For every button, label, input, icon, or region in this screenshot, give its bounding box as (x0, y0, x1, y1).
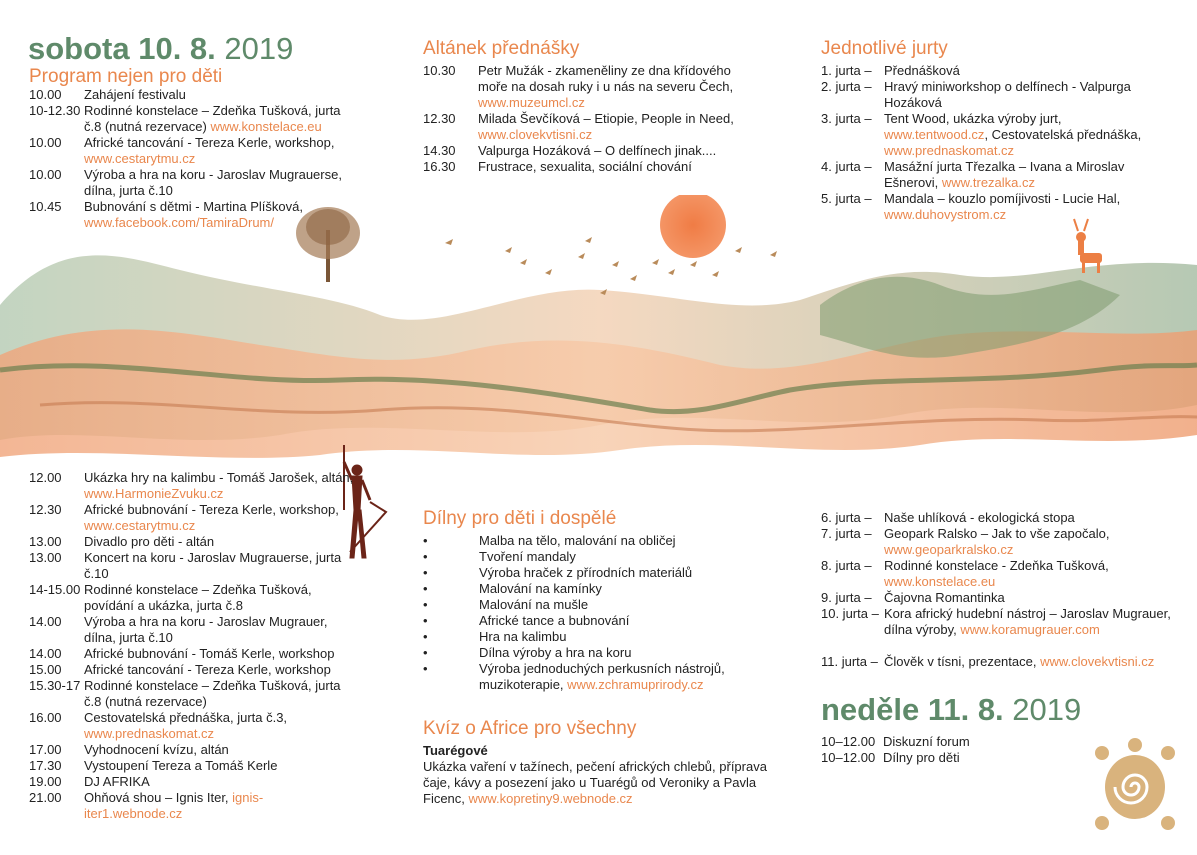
row-time: 9. jurta – (821, 590, 872, 605)
workshop-label: Malování na mušle (479, 597, 589, 612)
saturday-day: sobota 10. 8. (28, 31, 216, 66)
row-description (884, 558, 1171, 590)
row-link[interactable]: www.tentwood.cz (884, 127, 985, 142)
row-text: Člověk v tísni, prezentace, (884, 654, 1037, 669)
row-time: 2. jurta – (821, 79, 872, 94)
row-text: Mandala – kouzlo pomíjivosti - Lucie Hal, (884, 191, 1121, 206)
sunday-title (821, 693, 1081, 727)
row-time: 14.00 (29, 614, 62, 629)
row-link[interactable]: www.konstelace.eu (884, 574, 996, 589)
row-description (478, 111, 763, 143)
sunday-day: neděle 11. 8. (821, 692, 1004, 727)
workshop-label: Malba na tělo, malování na obličej (479, 533, 676, 548)
hills-mid (0, 329, 1197, 458)
landscape-illustration (0, 195, 1197, 475)
row-text: Rodinné konstelace – Zdeňka Tušková, jurta č.8 (nutná rezervace) (84, 103, 341, 134)
row-description (884, 654, 1171, 670)
row-time: 15.30-17 (29, 678, 81, 693)
birds-icon (445, 237, 777, 295)
row-time: 15.00 (29, 662, 62, 677)
row-description (84, 582, 359, 614)
row-time: 16.30 (423, 159, 456, 174)
row-text: Bubnování s dětmi - Martina Plíšková, (84, 199, 303, 214)
row-time: 14-15.00 (29, 582, 81, 597)
workshop-link[interactable]: www.zchramuprirody.cz (567, 677, 704, 692)
workshop-label: Africké tance a bubnování (479, 613, 630, 628)
row-time: 7. jurta – (821, 526, 872, 541)
sunday-year: 2019 (1012, 692, 1082, 727)
row-text: Africké tancování - Tereza Kerle, workshop (84, 662, 331, 677)
row-description (84, 758, 359, 774)
row-description (884, 111, 1161, 159)
bullet-icon: • (423, 645, 428, 660)
workshop-text (479, 629, 566, 645)
saturday-title (28, 32, 293, 66)
workshop-text (479, 533, 676, 549)
row-text: Geopark Ralsko – Jak to vše započalo, (884, 526, 1110, 541)
workshop-label: Tvoření mandaly (479, 549, 576, 564)
row-text: Diskuzní forum (883, 734, 970, 749)
row-link[interactable]: www.trezalka.cz (941, 175, 1036, 190)
row-description (84, 199, 359, 231)
bullet-icon: • (423, 629, 428, 644)
row-text: Přednášková (884, 63, 960, 78)
row-time: 8. jurta – (821, 558, 872, 573)
bullet-icon: • (423, 613, 428, 628)
row-time: 10.00 (29, 87, 62, 102)
row-description (884, 510, 1171, 526)
row-text: Rodinné konstelace – Zdeňka Tušková, jurta č.8 (nutná rezervace) (84, 678, 341, 709)
spiral-turtle-icon (1090, 735, 1180, 835)
row-link[interactable]: www.HarmonieZvuku.cz (84, 486, 224, 501)
dilny-section-title: Dílny pro děti i dospělé (423, 508, 617, 529)
workshop-text (479, 581, 602, 597)
row-description (884, 63, 1161, 79)
row-description (84, 678, 359, 710)
row-text: Zahájení festivalu (84, 87, 186, 102)
row-time: 11. jurta – (821, 654, 878, 669)
row-text: Ukázka hry na kalimbu - Tomáš Jarošek, altán, (84, 470, 354, 485)
row-description (478, 143, 763, 159)
workshop-label: Hra na kalimbu (479, 629, 567, 644)
row-time: 13.00 (29, 550, 62, 565)
row-description (84, 710, 359, 742)
row-time: 1. jurta – (821, 63, 872, 78)
bullet-icon: • (423, 565, 428, 580)
row-link-2[interactable]: www.prednaskomat.cz (884, 143, 1015, 158)
bullet-icon: • (423, 597, 428, 612)
jurty-section-title: Jednotlivé jurty (821, 38, 948, 59)
workshop-label: Výroba jednoduchých perkusních nástrojů, muzikoterapie, (479, 661, 725, 692)
workshop-label: Dílna výroby a hra na koru (479, 645, 632, 660)
row-text: Africké bubnování - Tomáš Kerle, workshop (84, 646, 335, 661)
row-text: Naše uhlíková - ekologická stopa (884, 510, 1075, 525)
deer-icon (1074, 219, 1102, 273)
row-text: Dílny pro děti (883, 750, 960, 765)
row-link[interactable]: ignis-iter1.webnode.cz (84, 790, 264, 821)
row-time: 10–12.00 (821, 750, 876, 765)
row-time: 10.30 (423, 63, 456, 78)
kviz-text (423, 759, 793, 807)
workshop-label: Výroba hraček z přírodních materiálů (479, 565, 693, 580)
row-time: 6. jurta – (821, 510, 872, 525)
row-text: Rodinné konstelace – Zdeňka Tušková, povídání a ukázka, jurta č.8 (84, 582, 312, 613)
row-description (883, 734, 1071, 750)
row-description (84, 534, 359, 550)
row-text: Africké bubnování - Tereza Kerle, workshop, (84, 502, 339, 517)
row-text: Cestovatelská přednáška, jurta č.3, (84, 710, 288, 725)
workshop-text (479, 549, 576, 565)
row-description (84, 87, 359, 103)
row-description (884, 191, 1161, 223)
row-text: Tent Wood, ukázka výroby jurt, (884, 111, 1062, 126)
kviz-subtitle: Tuarégové (423, 743, 488, 758)
row-text: Čajovna Romantinka (884, 590, 1005, 605)
bullet-icon: • (423, 581, 428, 596)
row-description (883, 750, 1071, 766)
row-time: 21.00 (29, 790, 62, 805)
row-link[interactable]: www.prednaskomat.cz (84, 726, 215, 741)
row-description (84, 502, 359, 534)
row-time: 10–12.00 (821, 734, 876, 749)
row-text: Frustrace, sexualita, sociální chování (478, 159, 692, 174)
row-link[interactable]: www.cestarytmu.cz (84, 518, 196, 533)
workshop-text (479, 597, 588, 613)
bullet-icon: • (423, 533, 428, 548)
row-description (84, 167, 359, 199)
row-text: Vystoupení Tereza a Tomáš Kerle (84, 758, 278, 773)
row-text: Hravý miniworkshop o delfínech - Valpurga Hozáková (884, 79, 1131, 110)
row-description (884, 526, 1171, 558)
row-description (84, 646, 359, 662)
row-description (884, 79, 1161, 111)
row-time: 17.00 (29, 742, 62, 757)
row-description (84, 550, 359, 582)
row-link[interactable]: www.facebook.com/TamiraDrum/ (84, 215, 274, 230)
workshop-text (479, 613, 629, 629)
row-link[interactable]: www.clovekvtisni.cz (1040, 654, 1155, 669)
row-text: Petr Mužák - zkameněliny ze dna křídového moře na dosah ruky i u nás na severu Čech, (478, 63, 734, 94)
row-description (84, 662, 359, 678)
sun-shape (660, 195, 726, 258)
row-text: Milada Ševčíková – Etiopie, People in Need, (478, 111, 734, 126)
row-time: 10.45 (29, 199, 62, 214)
workshop-label: Malování na kamínky (479, 581, 602, 596)
row-text-2: , Cestovatelská přednáška, (984, 127, 1142, 142)
kviz-link[interactable]: www.kopretiny9.webnode.cz (468, 791, 633, 806)
row-time: 3. jurta – (821, 111, 872, 126)
kviz-description: Ukázka vaření v tažínech, pečení afrických chlebů, příprava čaje, kávy a posezení jako u Tuarégů od Veroniky a Pavla Ficenc, (423, 759, 767, 806)
row-description (478, 63, 763, 111)
row-link[interactable]: www.duhovystrom.cz (884, 207, 1007, 222)
row-text: Divadlo pro děti - altán (84, 534, 215, 549)
row-time: 10.00 (29, 167, 62, 182)
bullet-icon: • (423, 661, 428, 676)
row-link[interactable]: www.geoparkralsko.cz (884, 542, 1014, 557)
row-text: Africké tancování - Tereza Kerle, workshop, (84, 135, 335, 150)
row-link[interactable]: www.clovekvtisni.cz (478, 127, 593, 142)
saturday-year: 2019 (224, 31, 294, 66)
workshop-text (479, 645, 631, 661)
row-time: 5. jurta – (821, 191, 872, 206)
row-description (884, 159, 1161, 191)
row-description (884, 590, 1171, 606)
row-time: 4. jurta – (821, 159, 872, 174)
row-time: 17.30 (29, 758, 62, 773)
kviz-section-title: Kvíz o Africe pro všechny (423, 718, 637, 739)
row-description (84, 790, 359, 822)
row-description (84, 614, 359, 646)
row-time: 10.00 (29, 135, 62, 150)
row-time: 12.30 (423, 111, 456, 126)
row-time: 14.00 (29, 646, 62, 661)
row-text: Valpurga Hozáková – O delfínech jinak.... (478, 143, 717, 158)
row-time: 12.00 (29, 470, 62, 485)
row-time: 14.30 (423, 143, 456, 158)
row-text: DJ AFRIKA (84, 774, 150, 789)
workshop-text (479, 661, 769, 693)
row-link[interactable]: www.cestarytmu.cz (84, 151, 196, 166)
row-text: Výroba a hra na koru - Jaroslav Mugrauer, dílna, jurta č.10 (84, 614, 328, 645)
row-text: Rodinné konstelace - Zdeňka Tušková, (884, 558, 1109, 573)
row-description (84, 135, 359, 167)
row-time: 10. jurta – (821, 606, 879, 621)
row-time: 19.00 (29, 774, 62, 789)
saturday-section-title: Program nejen pro děti (29, 66, 223, 87)
row-description (84, 103, 359, 135)
row-link[interactable]: www.konstelace.eu (210, 119, 322, 134)
row-description (84, 470, 359, 502)
row-text: Kora africký hudební nástroj – Jaroslav Mugrauer, dílna výroby, (884, 606, 1171, 637)
row-text: Koncert na koru - Jaroslav Mugrauerse, jurta č.10 (84, 550, 342, 581)
row-time: 12.30 (29, 502, 62, 517)
row-description (884, 606, 1171, 638)
row-time: 16.00 (29, 710, 62, 725)
row-text: Výroba a hra na koru - Jaroslav Mugrauerse, dílna, jurta č.10 (84, 167, 342, 198)
row-description (84, 742, 359, 758)
row-text: Vyhodnocení kvízu, altán (84, 742, 229, 757)
row-text: Ohňová shou – Ignis Iter, (84, 790, 229, 805)
row-link[interactable]: www.koramugrauer.com (960, 622, 1100, 637)
row-text: Masážní jurta Třezalka – Ivana a Miroslav Ešnerovi, (884, 159, 1125, 190)
altanek-section-title: Altánek přednášky (423, 38, 580, 59)
row-link[interactable]: www.muzeumcl.cz (478, 95, 585, 110)
row-description (478, 159, 763, 175)
row-time: 13.00 (29, 534, 62, 549)
row-time: 10-12.30 (29, 103, 81, 118)
bullet-icon: • (423, 549, 428, 564)
workshop-text (479, 565, 692, 581)
row-description (84, 774, 359, 790)
